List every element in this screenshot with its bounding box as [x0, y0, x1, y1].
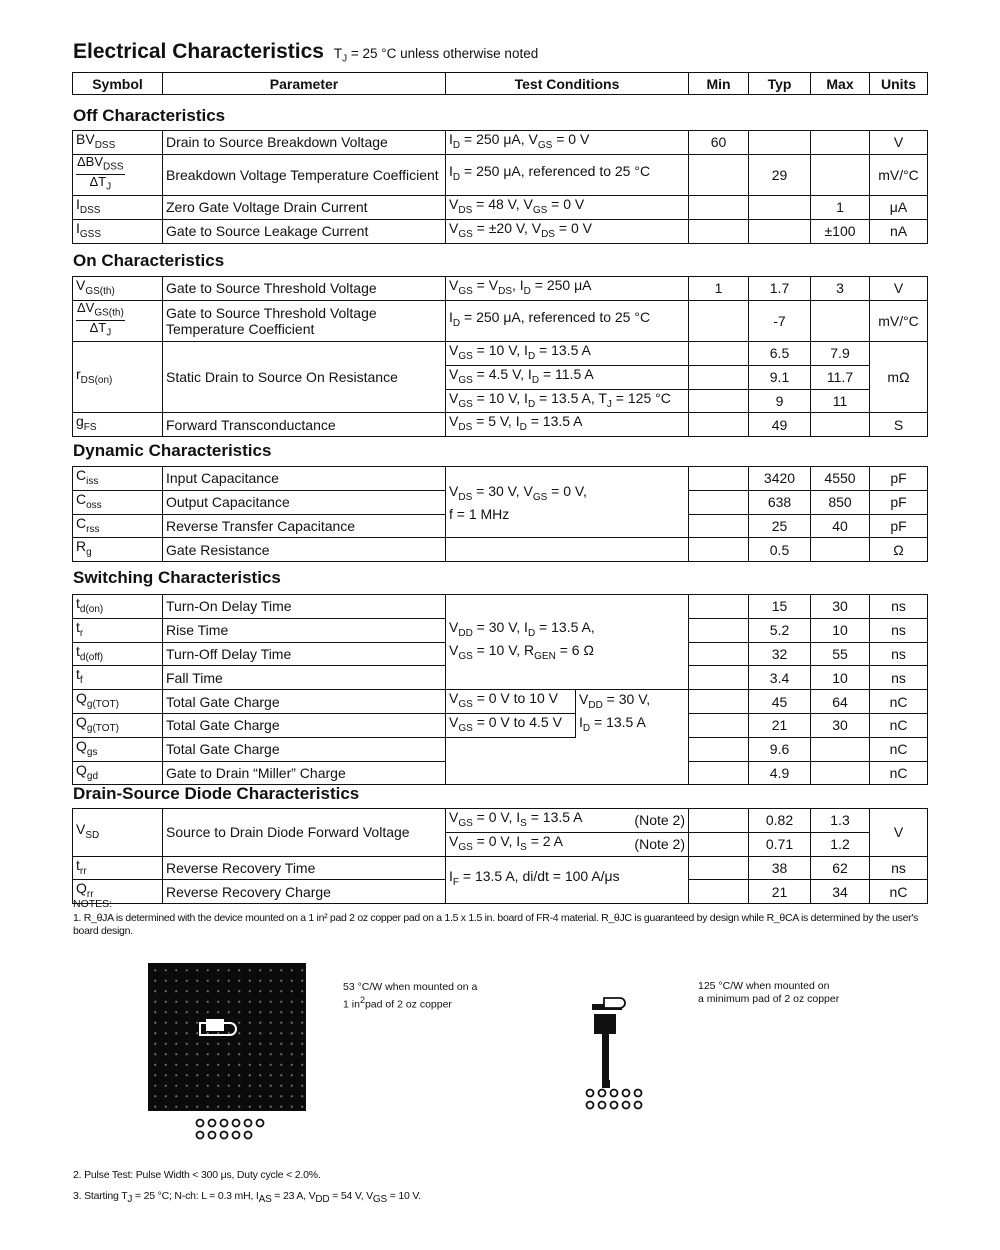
- unit-cell: mΩ: [870, 341, 928, 412]
- min-cell: [689, 713, 749, 737]
- typ-cell: [749, 131, 811, 155]
- symbol-qrr: $Q_{rr}$: [73, 880, 163, 904]
- typ-cell: 0.71: [749, 832, 811, 856]
- param-cell: [163, 300, 446, 341]
- diode-table: [72, 808, 928, 904]
- cond-cell: $I_D = 250$ μA, referenced to 25 °C: [446, 154, 689, 195]
- cond-cell: $V_{GS} = 10$ V, $I_D = 13.5$ A: [446, 341, 689, 365]
- max-cell: ±100: [811, 219, 870, 243]
- min-cell: [689, 761, 749, 785]
- title-condition: [333, 46, 539, 65]
- min-cell: [689, 300, 749, 341]
- min-cell: [689, 809, 749, 833]
- section-title-dynamic: Dynamic Characteristics: [73, 441, 272, 460]
- typ-cell: 9.6: [749, 737, 811, 761]
- table-row: [73, 737, 928, 761]
- typ-cell: 638: [749, 490, 811, 514]
- unit-cell: nC: [870, 761, 928, 785]
- param-cell: Source to Drain Diode Forward Voltage: [163, 809, 446, 857]
- param-cell: Forward Transconductance: [163, 413, 446, 437]
- note-ref: (Note 2): [626, 809, 689, 833]
- typ-cell: 15: [749, 595, 811, 619]
- note-2: 2. Pulse Test: Pulse Width < 300 μs, Duty cycle < 2.0%.: [73, 1169, 321, 1181]
- gate-lead: [604, 998, 625, 1008]
- table-row: [73, 690, 928, 714]
- min-cell: [689, 341, 749, 365]
- max-cell: [811, 131, 870, 155]
- title-cond-pre: T: [333, 46, 343, 61]
- section-title-diode: Drain-Source Diode Characteristics: [73, 784, 360, 803]
- max-cell: 11.7: [811, 365, 870, 389]
- cond-cell: $V_{DS} = 5$ V, $I_D = 13.5$ A: [446, 413, 689, 437]
- min-cell: [689, 195, 749, 219]
- caption-line-1: 53 °C/W when mounted on a: [343, 981, 478, 993]
- header-max: Max: [811, 73, 870, 95]
- cond-cell: $V_{GS} = V_{DS}$, $I_D = 250$ μA: [446, 277, 689, 301]
- param-cell: Drain to Source Breakdown Voltage: [163, 131, 446, 155]
- symbol-vgsth: $V_{GS(th)}$: [73, 277, 163, 301]
- min-cell: [689, 490, 749, 514]
- symbol-gfs: $g_{FS}$: [73, 413, 163, 437]
- symbol-ciss: $C_{iss}$: [73, 467, 163, 491]
- cond-cell: $V_{DS} = 48$ V, $V_{GS} = 0$ V: [446, 195, 689, 219]
- min-cell: [689, 737, 749, 761]
- symbol-dvgsth: $\frac{\Delta V_{GS(th)}}{\Delta T_J}$: [73, 300, 163, 341]
- drain-trace: [602, 1034, 609, 1084]
- typ-cell: 9: [749, 389, 811, 413]
- cond-text: = 13.5 A, di/dt = 100 A/μs: [462, 868, 620, 885]
- min-cell: [689, 467, 749, 491]
- cond-cell: $I_D = 250$ μA, referenced to 25 °C: [446, 300, 689, 341]
- param-cell: Total Gate Charge: [163, 690, 446, 714]
- param-cell: Gate to Drain “Miller” Charge: [163, 761, 446, 785]
- cond-cell: $V_{DD} = 30$ V, $I_D = 13.5$ A, $V_{GS} = 10$ V, $R_{GEN} = 6$ Ω: [446, 595, 689, 690]
- typ-cell: -7: [749, 300, 811, 341]
- unit-cell: μA: [870, 195, 928, 219]
- max-cell: 40: [811, 514, 870, 538]
- unit-cell: pF: [870, 490, 928, 514]
- header-parameter: Parameter: [163, 73, 446, 95]
- page-title: [73, 40, 538, 65]
- max-cell: 1.3: [811, 809, 870, 833]
- cond-cell: $I_F = 13.5$ A, di/dt = 100 A/μs: [446, 856, 689, 904]
- min-cell: [689, 880, 749, 904]
- min-cell: [689, 154, 749, 195]
- caption-line-2: a minimum pad of 2 oz copper: [698, 993, 840, 1005]
- typ-cell: 21: [749, 880, 811, 904]
- unit-cell: Ω: [870, 538, 928, 562]
- symbol-tdon: $t_{d(on)}$: [73, 595, 163, 619]
- symbol-rg: $R_g$: [73, 538, 163, 562]
- symbol-idss: $I_{DSS}$: [73, 195, 163, 219]
- note3-part: = 10 V.: [386, 1190, 421, 1202]
- unit-cell: ns: [870, 618, 928, 642]
- symbol-dbvdss: $\frac{\Delta BV_{DSS}}{\Delta T_J}$: [73, 154, 163, 195]
- param-cell: Output Capacitance: [163, 490, 446, 514]
- symbol-vsd: $V_{SD}$: [73, 809, 163, 857]
- header-min: Min: [689, 73, 749, 95]
- unit-cell: ns: [870, 595, 928, 619]
- cond-text: = 250 μA, referenced to 25 °C: [464, 163, 651, 180]
- min-cell: [689, 856, 749, 880]
- cond-cell: $V_{GS} = 0$ V to 4.5 V: [446, 713, 576, 737]
- max-cell: 7.9: [811, 341, 870, 365]
- symbol-tf: $t_f$: [73, 666, 163, 690]
- param-cell: Rise Time: [163, 618, 446, 642]
- on-table: [72, 276, 928, 437]
- pin-pad: [212, 1111, 220, 1119]
- switching-table: [72, 594, 928, 785]
- max-cell: 1: [811, 195, 870, 219]
- max-cell: 10: [811, 666, 870, 690]
- cond-cell: [446, 737, 689, 785]
- param-cell: Reverse Recovery Charge: [163, 880, 446, 904]
- min-cell: [689, 642, 749, 666]
- typ-cell: [749, 219, 811, 243]
- unit-cell: nC: [870, 737, 928, 761]
- unit-cell: ns: [870, 666, 928, 690]
- min-cell: [689, 514, 749, 538]
- table-row: [73, 809, 928, 833]
- note3-part: 3. Starting T: [73, 1190, 128, 1202]
- cond-line-2: f = 1 MHz: [449, 505, 510, 522]
- max-cell: [811, 538, 870, 562]
- pin-pad: [602, 1080, 610, 1088]
- typ-cell: 25: [749, 514, 811, 538]
- param-cell: Turn-On Delay Time: [163, 595, 446, 619]
- cond-cell: $V_{GS} = \pm 20$ V, $V_{DS} = 0$ V: [446, 219, 689, 243]
- symbol-tdoff: $t_{d(off)}$: [73, 642, 163, 666]
- typ-cell: 3420: [749, 467, 811, 491]
- typ-cell: 38: [749, 856, 811, 880]
- unit-cell: nC: [870, 713, 928, 737]
- typ-cell: 29: [749, 154, 811, 195]
- via-holes: [197, 1120, 264, 1139]
- max-cell: 55: [811, 642, 870, 666]
- param-cell: Fall Time: [163, 666, 446, 690]
- param-cell: Reverse Transfer Capacitance: [163, 514, 446, 538]
- section-title-on: On Characteristics: [73, 251, 225, 270]
- typ-cell: 4.9: [749, 761, 811, 785]
- symbol-igss: $I_{GSS}$: [73, 219, 163, 243]
- cond-cell: $V_{GS} = 0$ V to 10 V: [446, 690, 576, 714]
- max-cell: 34: [811, 880, 870, 904]
- param-cell: Gate Resistance: [163, 538, 446, 562]
- param-cell: Input Capacitance: [163, 467, 446, 491]
- package-footprint-large-icon: [148, 963, 308, 1148]
- min-cell: 60: [689, 131, 749, 155]
- typ-cell: 21: [749, 713, 811, 737]
- max-cell: [811, 300, 870, 341]
- typ-cell: 5.2: [749, 618, 811, 642]
- param-cell: Total Gate Charge: [163, 737, 446, 761]
- max-cell: 30: [811, 713, 870, 737]
- package-body: [594, 1014, 616, 1034]
- min-cell: [689, 389, 749, 413]
- unit-cell: mV/°C: [870, 154, 928, 195]
- cond-cell: $V_{GS} = 0$ V, $I_S = 2$ A: [446, 832, 626, 856]
- typ-cell: 9.1: [749, 365, 811, 389]
- cond-cell: $V_{DS} = 30$ V, $V_{GS} = 0$ V, f = 1 MHz: [446, 467, 689, 538]
- min-cell: [689, 365, 749, 389]
- table-row: [73, 341, 928, 365]
- off-table: [72, 130, 928, 244]
- max-cell: 62: [811, 856, 870, 880]
- section-title-switching: Switching Characteristics: [73, 568, 281, 587]
- unit-cell: pF: [870, 514, 928, 538]
- header-units: Units: [870, 73, 928, 95]
- note3-part: = 54 V, V: [329, 1190, 373, 1202]
- param-cell: Zero Gate Voltage Drain Current: [163, 195, 446, 219]
- notes-heading: NOTES:: [73, 898, 113, 910]
- caption-line-1: 125 °C/W when mounted on: [698, 980, 830, 992]
- cond-text: = 0 V to 10 V: [476, 690, 559, 707]
- via-holes: [587, 1090, 650, 1109]
- typ-cell: 0.5: [749, 538, 811, 562]
- max-cell: 10: [811, 618, 870, 642]
- symbol-rdson: $r_{DS(on)}$: [73, 341, 163, 412]
- max-cell: [811, 761, 870, 785]
- title-text: Electrical Characteristics: [73, 40, 324, 63]
- unit-cell: ns: [870, 856, 928, 880]
- symbol-tr: $t_r$: [73, 618, 163, 642]
- unit-cell: pF: [870, 467, 928, 491]
- header-row: [73, 73, 928, 95]
- section-title-off: Off Characteristics: [73, 106, 226, 125]
- max-cell: 850: [811, 490, 870, 514]
- cond-cell: $V_{GS} = 10$ V, $I_D = 13.5$ A, $T_J = 125$ °C: [446, 389, 689, 413]
- max-cell: 30: [811, 595, 870, 619]
- cond-cell: $V_{GS} = 0$ V, $I_S = 13.5$ A: [446, 809, 626, 833]
- unit-cell: V: [870, 277, 928, 301]
- max-cell: [811, 413, 870, 437]
- table-row: [73, 154, 928, 195]
- table-row: [73, 219, 928, 243]
- min-cell: 1: [689, 277, 749, 301]
- min-cell: [689, 219, 749, 243]
- min-cell: [689, 595, 749, 619]
- param-cell: Gate to Source Leakage Current: [163, 219, 446, 243]
- symbol-qg-tot-45: $Q_{g(TOT)}$: [73, 713, 163, 737]
- header-symbol: Symbol: [73, 73, 163, 95]
- unit-cell: S: [870, 413, 928, 437]
- table-row: [73, 277, 928, 301]
- typ-cell: 3.4: [749, 666, 811, 690]
- header-typ: Typ: [749, 73, 811, 95]
- unit-cell: nA: [870, 219, 928, 243]
- max-cell: 64: [811, 690, 870, 714]
- note3-part: = 25 °C; N-ch: L = 0.3 mH, I: [132, 1190, 259, 1202]
- symbol-qg-tot-10: $Q_{g(TOT)}$: [73, 690, 163, 714]
- table-row: [73, 300, 928, 341]
- note3-part: = 23 A, V: [271, 1190, 316, 1202]
- typ-cell: 32: [749, 642, 811, 666]
- table-row: [73, 713, 928, 737]
- cond-text: = 0 V to 4.5 V: [476, 713, 562, 730]
- param-cell: Turn-Off Delay Time: [163, 642, 446, 666]
- cond-text: = 250 μA, referenced to 25 °C: [464, 309, 651, 326]
- typ-cell: 1.7: [749, 277, 811, 301]
- max-cell: 1.2: [811, 832, 870, 856]
- max-cell: 3: [811, 277, 870, 301]
- unit-cell: nC: [870, 690, 928, 714]
- typ-cell: [749, 195, 811, 219]
- table-row: [73, 131, 928, 155]
- unit-cell: V: [870, 131, 928, 155]
- note-3: 3. Starting $T_J = 25$ °C; N-ch: L = 0.3 mH, $I_{AS} = 23$ A, $V_{DD} = 54$ V, $V_{GS} = 10$ V.: [73, 1190, 421, 1206]
- unit-cell: nC: [870, 880, 928, 904]
- cond-cell: $I_D = 250$ μA, $V_{GS} = 0$ V: [446, 131, 689, 155]
- min-cell: [689, 666, 749, 690]
- symbol-qgs: $Q_{gs}$: [73, 737, 163, 761]
- typ-cell: 45: [749, 690, 811, 714]
- table-row: [73, 856, 928, 880]
- min-cell: [689, 538, 749, 562]
- caption-large-pad: 53 °C/W when mounted on a 1 $in^2pad$ of 2 oz copper: [343, 981, 478, 1011]
- symbol-qgd: $Q_{gd}$: [73, 761, 163, 785]
- tab-highlight: [206, 1019, 224, 1031]
- symbol-trr: $t_{rr}$: [73, 856, 163, 880]
- param-cell: Total Gate Charge: [163, 713, 446, 737]
- min-cell: [689, 832, 749, 856]
- max-cell: [811, 737, 870, 761]
- table-row: [73, 595, 928, 619]
- note-ref: (Note 2): [626, 832, 689, 856]
- table-row: [73, 195, 928, 219]
- cond-cell: $V_{GS} = 4.5$ V, $I_D = 11.5$ A: [446, 365, 689, 389]
- typ-cell: 49: [749, 413, 811, 437]
- cond-cell-shared: $V_{DD} = 30$ V, $I_D = 13.5$ A: [576, 690, 689, 738]
- max-cell: 4550: [811, 467, 870, 491]
- param-cell: Gate to Source Threshold Voltage: [163, 277, 446, 301]
- max-cell: 11: [811, 389, 870, 413]
- caption-minimum-pad: [698, 980, 839, 1006]
- symbol-coss: $C_{oss}$: [73, 490, 163, 514]
- symbol-bvdss: $BV_{DSS}$: [73, 131, 163, 155]
- table-row: [73, 413, 928, 437]
- note-1: 1. R_θJA is determined with the device mounted on a 1 in² pad 2 oz copper pad on a 1.5 x 1.5 in. board of FR-4 material. R_θJC is guaranteed by design while R_θCA is determined by the user's board design.: [73, 912, 919, 937]
- cond-cell: [446, 538, 689, 562]
- dynamic-table: [72, 466, 928, 562]
- package-footprint-minimum-icon: [578, 992, 658, 1117]
- param-cell: Breakdown Voltage Temperature Coefficient: [163, 154, 446, 195]
- symbol-crss: $C_{rss}$: [73, 514, 163, 538]
- param-cell: Static Drain to Source On Resistance: [163, 341, 446, 412]
- max-cell: [811, 154, 870, 195]
- title-cond-post: = 25 °C unless otherwise noted: [347, 46, 539, 61]
- typ-cell: 0.82: [749, 809, 811, 833]
- caption-line-2: pad of 2 oz copper: [364, 998, 452, 1011]
- header-table: [72, 72, 928, 95]
- unit-cell: V: [870, 809, 928, 857]
- header-test-conditions: Test Conditions: [446, 73, 689, 95]
- table-row: [73, 538, 928, 562]
- param-cell: Reverse Recovery Time: [163, 856, 446, 880]
- min-cell: [689, 690, 749, 714]
- typ-cell: 6.5: [749, 341, 811, 365]
- min-cell: [689, 618, 749, 642]
- param-line-2: Temperature Coefficient: [166, 320, 315, 337]
- unit-cell: ns: [870, 642, 928, 666]
- table-row: [73, 467, 928, 491]
- param-line-1: Gate to Source Threshold Voltage: [166, 304, 377, 321]
- min-cell: [689, 413, 749, 437]
- title-cond-sub: J: [342, 53, 348, 65]
- unit-cell: mV/°C: [870, 300, 928, 341]
